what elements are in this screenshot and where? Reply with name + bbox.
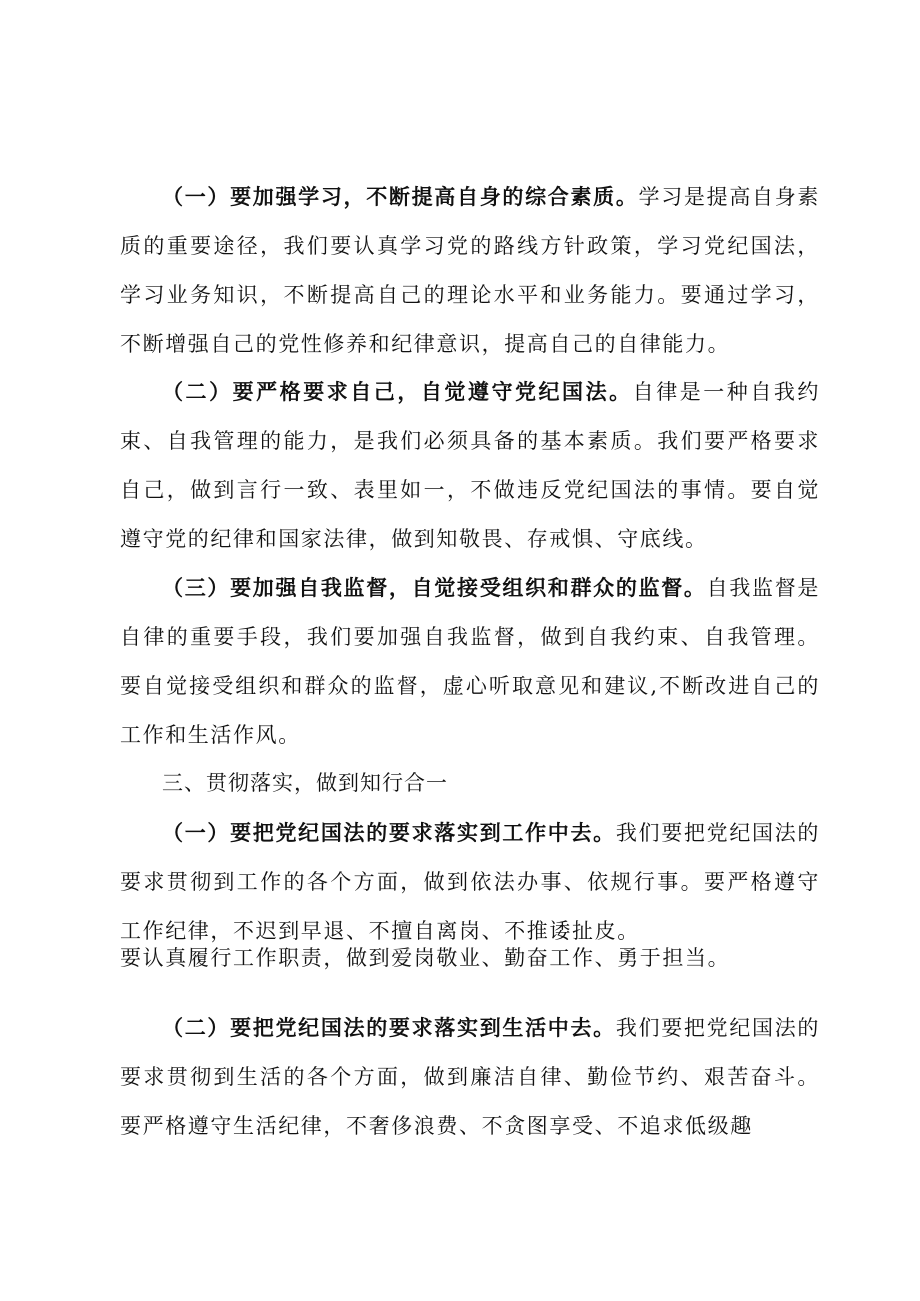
paragraph-body: 自我监督是自律的重要手段，我们要加强自我监督，做到自我约束、自我管理。要自觉接受组织和群众的监督，虚心听取意见和建议,不断改进自己的工作和生活作风。 bbox=[120, 576, 820, 747]
paragraph-lead: （一）要加强学习，不断提高自身的综合素质。 bbox=[162, 184, 639, 209]
paragraph-self-supervision bbox=[120, 563, 820, 760]
paragraph-implement-in-life bbox=[120, 1003, 820, 1151]
paragraph-strengthen-study bbox=[120, 172, 820, 369]
paragraph-work-duties-line: 要认真履行工作职责，做到爱岗敬业、勤奋工作、勇于担当。 bbox=[120, 946, 731, 970]
paragraph-implement-in-work bbox=[120, 808, 820, 956]
paragraph-lead: （三）要加强自我监督，自觉接受组织和群众的监督。 bbox=[162, 575, 707, 600]
paragraph-strict-self-discipline bbox=[120, 367, 820, 564]
paragraph-body: 我们要把党纪国法的要求贯彻到工作的各个方面，做到依法办事、依规行事。要严格遵守工作纪律，不迟到早退、不擅自离岗、不推诿扯皮。 bbox=[120, 821, 820, 943]
section-heading-three: 三、贯彻落实，做到知行合一 bbox=[162, 771, 448, 795]
paragraph-lead: （一）要把党纪国法的要求落实到工作中去。 bbox=[162, 820, 616, 845]
paragraph-body: 自律是一种自我约束、自我管理的能力，是我们必须具备的基本素质。我们要严格要求自己，做到言行一致、表里如一，不做违反党纪国法的事情。要自觉遵守党的纪律和国家法律，做到知敬畏、存戒惧、守底线。 bbox=[120, 380, 820, 551]
paragraph-body: 我们要把党纪国法的要求贯彻到生活的各个方面，做到廉洁自律、勤俭节约、艰苦奋斗。要严格遵守生活纪律，不奢侈浪费、不贪图享受、不追求低级趣 bbox=[120, 1016, 820, 1138]
paragraph-lead: （二）要把党纪国法的要求落实到生活中去。 bbox=[162, 1015, 616, 1040]
paragraph-body: 学习是提高自身素质的重要途径，我们要认真学习党的路线方针政策，学习党纪国法，学习业务知识，不断提高自己的理论水平和业务能力。要通过学习，不断增强自己的党性修养和纪律意识，提高自己的自律能力。 bbox=[120, 185, 820, 356]
paragraph-lead: （二）要严格要求自己，自觉遵守党纪国法。 bbox=[162, 379, 633, 404]
